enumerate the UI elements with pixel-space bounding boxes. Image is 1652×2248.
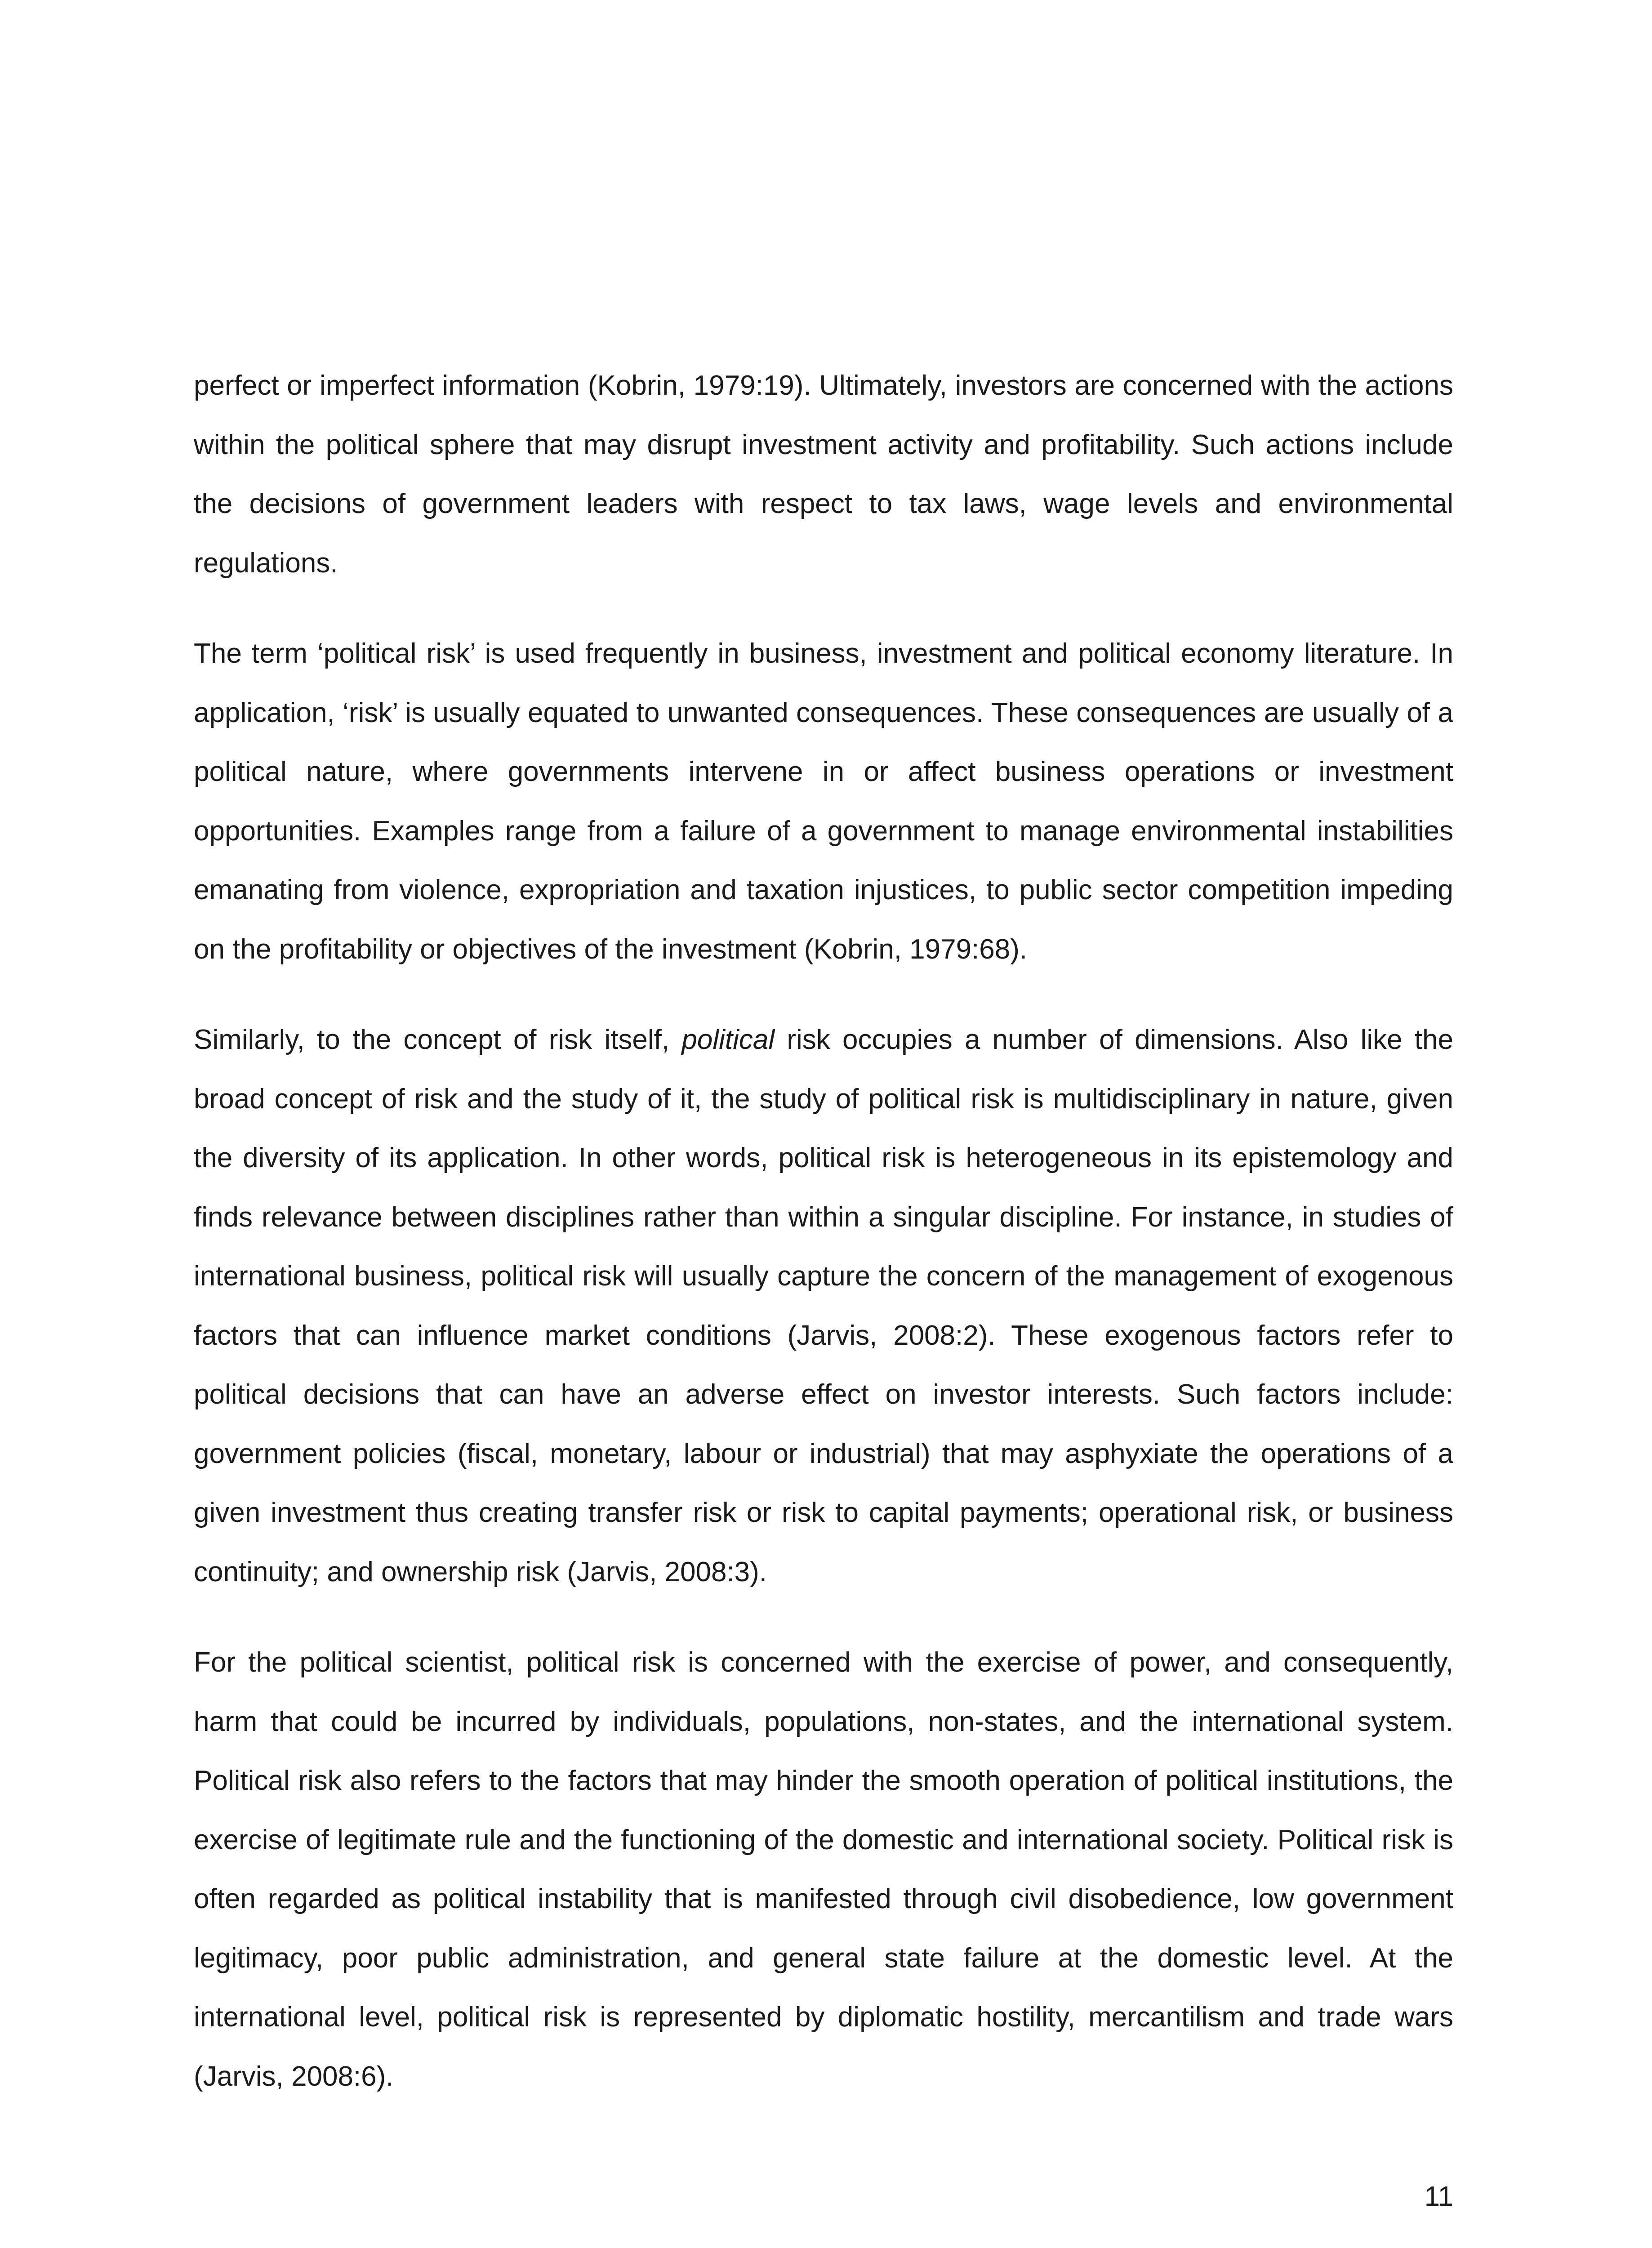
paragraph-3-italic-word: political — [681, 1024, 775, 1055]
paragraph-2 — [194, 624, 1453, 979]
paragraph-3-text-end: risk occupies a number of dimensions. Also like the broad concept of risk and the study of it, the study of political risk is multidisciplinary in nature, given the diversity of its application. In other words, political risk is heterogeneous in its epistemology and finds relevance between disciplines rather than within a singular discipline. For instance, in studies of international business, political risk will usually capture the concern of the management of exogenous factors that can influence market conditions (Jarvis, 2008:2). These exogenous factors refer to political decisions that can have an adverse effect on investor interests. Such factors include: government policies (fiscal, monetary, labour or industrial) that may asphyxiate the operations of a given investment thus creating transfer risk or risk to capital payments; operational risk, or business continuity; and ownership risk (Jarvis, 2008:3). — [194, 1024, 1453, 1588]
paragraph-4 — [194, 1633, 1453, 2106]
body-text — [194, 356, 1453, 2106]
paragraph-3 — [194, 1010, 1453, 1601]
page-number: 11 — [1424, 2181, 1453, 2212]
paragraph-3-text-start: Similarly, to the concept of risk itself, — [194, 1024, 682, 1055]
paragraph-1 — [194, 356, 1453, 593]
paragraph-4-text: For the political scientist, political risk is concerned with the exercise of power, and consequently, harm that could be incurred by individuals, populations, non-states, and the international system. Political risk also refers to the factors that may hinder the smooth operation of political institutions, the exercise of legitimate rule and the functioning of the domestic and international society. Political risk is often regarded as political instability that is manifested through civil disobedience, low government legitimacy, poor public administration, and general state failure at the domestic level. At the international level, political risk is represented by diplomatic hostility, mercantilism and trade wars (Jarvis, 2008:6). — [194, 1647, 1453, 2092]
paragraph-2-text: The term ‘political risk’ is used frequently in business, investment and political economy literature. In application, ‘risk’ is usually equated to unwanted consequences. These consequences are usually of a political nature, where governments intervene in or affect business operations or investment opportunities. Examples range from a failure of a government to manage environmental instabilities emanating from violence, expropriation and taxation injustices, to public sector competition impeding on the profitability or objectives of the investment (Kobrin, 1979:68). — [194, 638, 1453, 965]
paragraph-1-text: perfect or imperfect information (Kobrin, 1979:19). Ultimately, investors are concerned with the actions within the political sphere that may disrupt investment activity and profitability. Such actions include the decisions of government leaders with respect to tax laws, wage levels and environmental regulations. — [194, 370, 1453, 579]
